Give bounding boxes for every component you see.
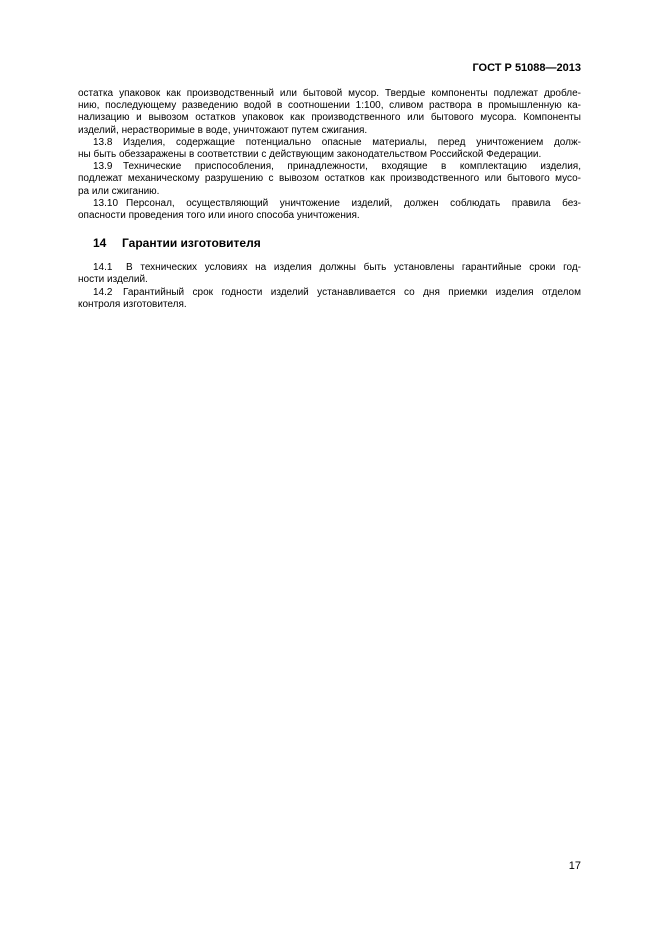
text-line: ны быть обеззаражены в соответствии с действующим законодательством Российской Федерации.	[78, 149, 542, 161]
section-heading	[93, 236, 581, 250]
clause-number: 13.9	[93, 161, 113, 173]
text-line: нализацию и вывозом остатков упаковок как производственного или бытового мусора. Компоненты	[78, 112, 581, 124]
paragraph-13-7-tail	[78, 88, 581, 137]
text-line: изделий, нерастворимые в воде, уничтожают путем сжигания.	[78, 124, 368, 136]
text-line	[78, 137, 581, 149]
text-line: ра или сжиганию.	[78, 185, 160, 197]
clause-number: 14.1	[93, 262, 113, 274]
text-line: опасности проведения того или иного способа уничтожения.	[78, 210, 360, 222]
clause-text: Персонал, осуществляющий уничтожение изделий, должен соблюдать правила без-	[126, 197, 581, 209]
clause-number: 13.8	[93, 136, 113, 148]
clause-text: В технических условиях на изделия должны быть установлены гарантийные сроки год-	[126, 262, 581, 274]
section-title: Гарантии изготовителя	[122, 236, 261, 251]
text-line	[78, 262, 581, 274]
paragraph-13-10	[78, 198, 581, 222]
text-line: остатка упаковок как производственный или бытовой мусор. Твердые компоненты подлежат дробле-	[78, 88, 581, 99]
clause-number: 13.10	[93, 197, 119, 209]
paragraph-13-8	[78, 137, 581, 161]
clause-number: 14.2	[93, 286, 113, 298]
page-number: 17	[568, 860, 581, 872]
section-number: 14	[93, 236, 107, 251]
text-line	[78, 198, 581, 210]
text-line: нию, последующему разведению водой в соотношении 1:100, сливом раствора в промышленную ка-	[78, 100, 581, 112]
text-line	[78, 161, 581, 173]
text-line	[78, 287, 581, 299]
text-line: ности изделий.	[78, 274, 148, 286]
paragraph-13-9	[78, 161, 581, 198]
clause-text: Изделия, содержащие потенциально опасные материалы, перед уничтожением долж-	[123, 136, 581, 148]
text-line: контроля изготовителя.	[78, 298, 187, 310]
clause-text: Технические приспособления, принадлежности, входящие в комплектацию изделия,	[123, 161, 581, 173]
paragraph-14-2	[78, 287, 581, 311]
document-body	[78, 88, 581, 311]
text-line: подлежат механическому разрушению с вывозом остатков как производственного или бытового мусо-	[78, 173, 581, 185]
paragraph-14-1	[78, 262, 581, 286]
document-code: ГОСТ Р 51088—2013	[472, 62, 581, 74]
clause-text: Гарантийный срок годности изделий устанавливается со дня приемки изделия отделом	[123, 286, 581, 298]
